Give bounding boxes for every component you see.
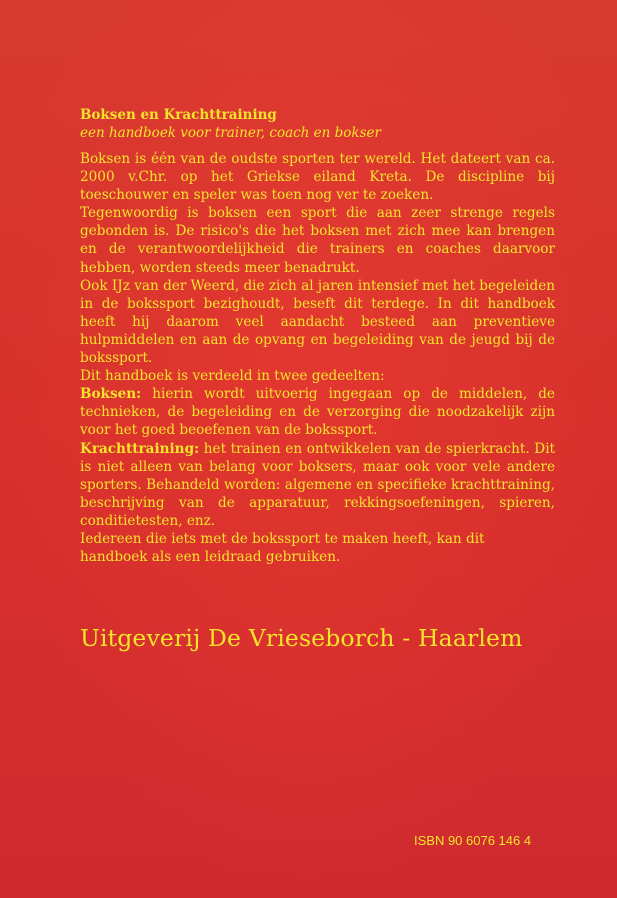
blurb-paragraph-6 [80, 440, 555, 530]
section-text-boksen: hierin wordt uitvoerig ingegaan op de middelen, de technieken, de begeleiding en de verzorging die noodzakelijk zijn voor het goed beoefenen van de bokssport. [80, 386, 555, 439]
isbn: ISBN 90 6076 146 4 [414, 833, 532, 848]
section-text-krachttraining: het trainen en ontwikkelen van de spierkracht. Dit is niet alleen van belang voor boksers, maar ook voor vele andere sporters. Behandeld worden: algemene en specifieke krachttraining, beschrijving van de apparatuur, rekkingsoefeningen, spieren, conditietesten, enz. [80, 440, 556, 529]
book-subtitle: een handboek voor trainer, coach en bokser [80, 125, 381, 141]
section-label-boksen: Boksen: [80, 386, 142, 403]
blurb-paragraph-5 [80, 385, 555, 439]
blurb-paragraph-1: Boksen is één van de oudste sporten ter wereld. Het dateert van ca. 2000 v.Chr. op het Griekse eiland Kreta. De discipline bij toeschouwer en speler was toen nog ver te zoeken. [80, 151, 555, 204]
blurb-paragraph-3: Ook IJz van der Weerd, die zich al jaren intensief met het begeleiden in de bokssport bezighoudt, beseft dit terdege. In dit handboek heeft hij daarom veel aandacht besteed aan preventieve hulpmiddelen en aan de opvang en begeleiding van de jeugd bij de bokssport. [80, 277, 555, 367]
publisher: Uitgeverij De Vrieseborch - Haarlem [80, 624, 523, 652]
blurb-paragraph-2: Tegenwoordig is boksen een sport die aan zeer strenge regels gebonden is. De risico's die het boksen met zich mee kan brengen en de verantwoordelijkheid die trainers en coaches daarvoor hebben, worden steeds meer benadrukt. [80, 205, 555, 276]
blurb-paragraph-7: Iedereen die iets met de bokssport te maken heeft, kan dit handboek als een leidraad gebruiken. [80, 530, 485, 566]
book-title: Boksen en Krachttraining [80, 107, 277, 123]
section-label-krachttraining: Krachttraining: [80, 440, 200, 457]
blurb-text [80, 150, 555, 566]
title-block [80, 106, 381, 142]
blurb-paragraph-4: Dit handboek is verdeeld in twee gedeelten: [80, 368, 385, 385]
